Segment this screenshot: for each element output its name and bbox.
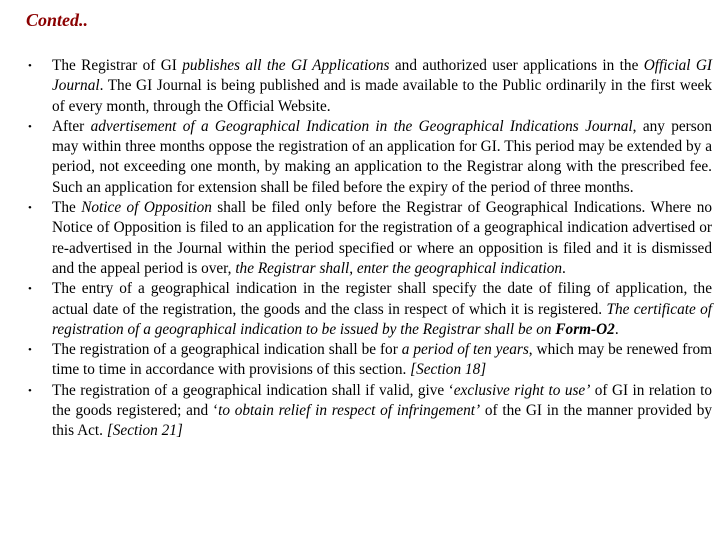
bullet-dot-icon: • (28, 202, 32, 215)
bullet-item (24, 117, 712, 198)
bullet-text-segment: The certificate of registration of a geographical indication to be issued by the Registrar shall be on (52, 300, 712, 338)
slide-title: Conted.. (26, 10, 89, 30)
bullet-text-segment: . (562, 259, 566, 277)
bullet-text-segment: Official GI Journal (52, 57, 712, 95)
bullet-text-segment: advertisement of a Geographical Indication in the Geographical Indications Journal (90, 117, 633, 135)
bullet-text-segment: The Registrar of GI (52, 57, 183, 74)
bullet-dot-icon: • (28, 120, 32, 133)
bullet-text-segment: exclusive right to use’ (453, 381, 591, 399)
bullet-text-segment: . (614, 320, 619, 338)
bullet-text-segment: The registration of a geographical indication shall if valid, give ‘ (52, 381, 454, 399)
bullet-dot-icon: • (28, 283, 32, 296)
bullet-text-segment: to obtain relief in respect of infringement’ (218, 402, 481, 420)
bullet-text-segment: the Registrar shall, enter the geographical indication (235, 259, 563, 277)
bullet-text-segment: [Section 18] (410, 361, 487, 379)
bullet-text-segment: , any person may within three months oppose the registration of an application for GI. This period may be extended by a period, not exceeding one month, by making an application to the Registrar along with the prescribed fee. Such an application for extension shall be filed before the expiry of the period of three months. (52, 117, 713, 196)
bullet-text-segment: The registration of a geographical indication shall be for (52, 341, 402, 359)
bullet-text-segment: of the GI in the manner provided by this Act. (52, 402, 712, 440)
bullet-text-segment: . The GI Journal is being published and is made available to the Public ordinarily in the first week of every month, through the Official Website. (52, 77, 712, 115)
bullet-text-segment: of GI in relation to the goods registered; and ‘ (52, 381, 712, 420)
bullet-text-segment: and authorized user applications in the (389, 57, 644, 74)
bullet-item (24, 279, 712, 340)
bullet-text-segment: publishes all the GI Applications (182, 57, 390, 74)
bullet-item (24, 198, 712, 279)
bullet-dot-icon: • (28, 344, 32, 357)
bullet-item (24, 340, 712, 381)
bullet-item (24, 56, 712, 117)
bullet-text-segment: The (52, 199, 82, 217)
bullet-text-segment: Form-O2 (555, 320, 615, 338)
bullet-dot-icon: • (28, 384, 32, 397)
bullet-list (24, 56, 712, 442)
bullet-text-segment: The entry of a geographical indication in the register shall specify the date of filing of application, the actual date of the registration, the goods and the class in respect of which it is registered. (52, 280, 712, 318)
bullet-text-segment: Notice of Opposition (81, 199, 212, 217)
bullet-text-segment: a period of ten years (401, 341, 529, 359)
bullet-text-segment: shall be filed only before the Registrar of Geographical Indications. Where no Notice of Opposition is filed to an application for the registration of a geographical indication advertised or re-advertised in the Journal within the period specified or where an opposition is filed and it is dismissed and the appeal period is over, (52, 199, 712, 277)
bullet-dot-icon: • (28, 60, 32, 72)
bullet-text-segment: [Section 21] (106, 422, 183, 440)
bullet-item (24, 381, 712, 442)
bullet-text-segment: After (52, 117, 91, 135)
bullet-text-segment: , which may be renewed from time to time in accordance with provisions of this section. (52, 341, 712, 379)
